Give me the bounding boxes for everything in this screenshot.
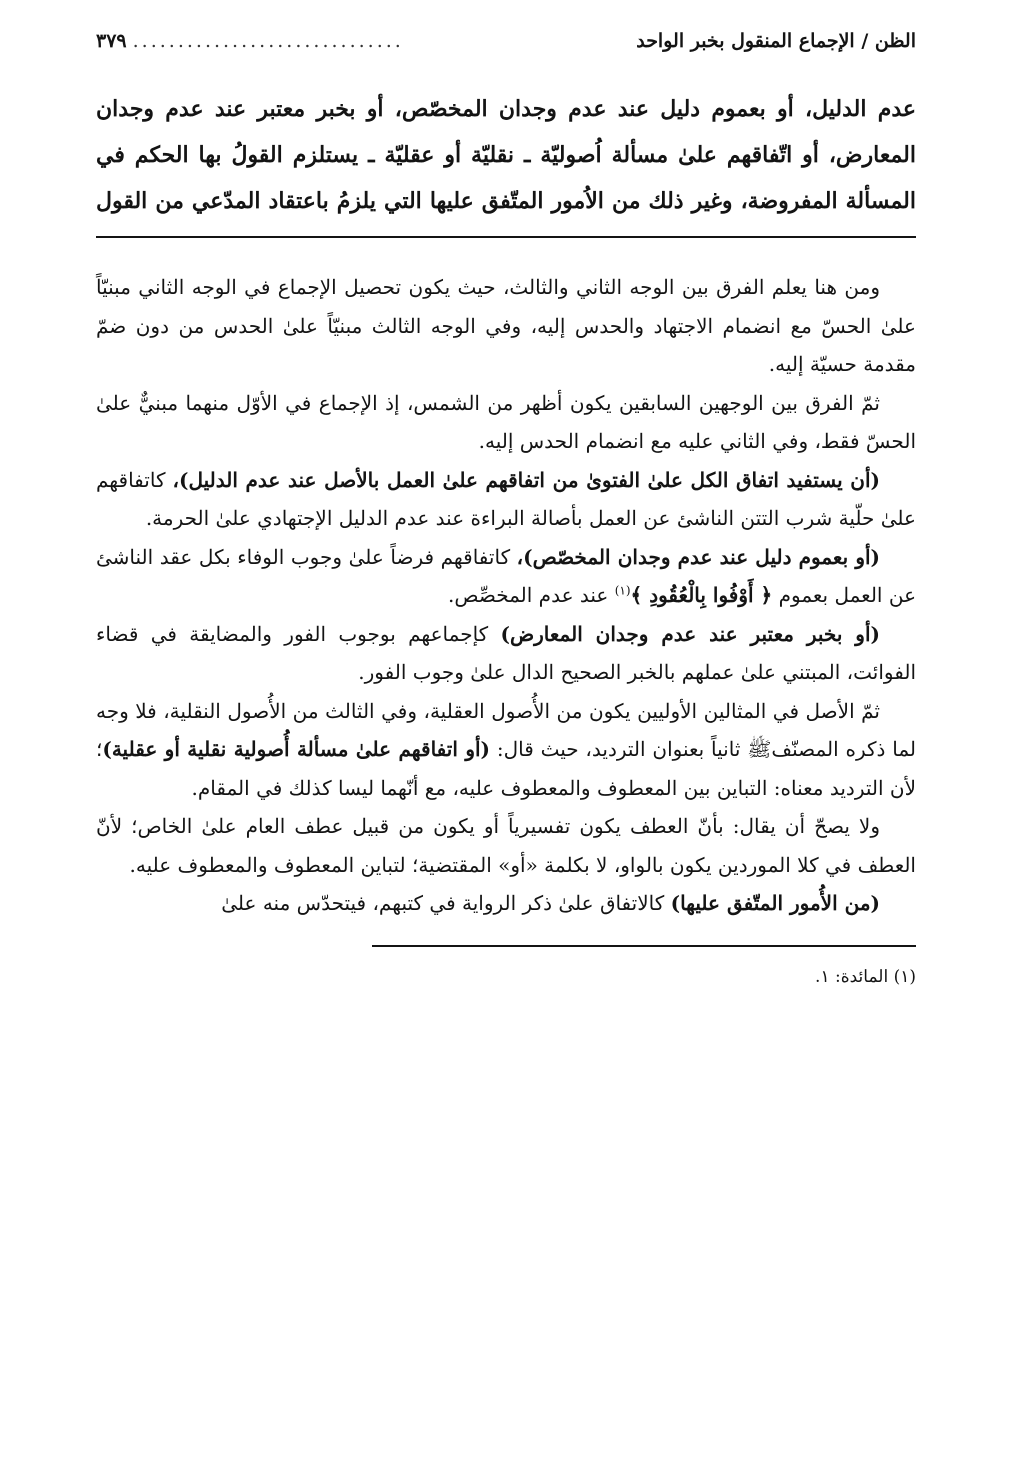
commentary-paragraph-5 [96,615,916,692]
header-title: الظن / الإجماع المنقول بخبر الواحد [636,30,916,52]
commentary-paragraph-7: ولا يصحّ أن يقال: بأنّ العطف يكون تفسيرياً أو يكون من قبيل عطف العام علىٰ الخاص؛ لأنّ العطف في كلا الموردين يكون بالواو، لا بكلمة «أو» المقتضية؛ لتباين المعطوف والمعطوف عليه. [96,814,916,877]
document-page [96,30,916,989]
running-header [96,30,916,74]
footnote-reference: (١) [614,583,631,598]
commentary-text: ثمّ الأصل في المثالين الأوليين يكون من الأُصول العقلية، وفي الثالث من الأُصول النقلية، فلا وجه لما ذكره المصنّف [96,698,917,761]
commentary-text: كإجماعهم بوجوب الفور والمضايقة في قضاء الفوائت، المبتني علىٰ عملهم بالخبر الصحيح الدال علىٰ وجوب الفور. [96,621,916,684]
commentary-paragraph-1: ومن هنا يعلم الفرق بين الوجه الثاني والثالث، حيث يكون تحصيل الإجماع في الوجه الثاني مبنيّاً علىٰ الحسّ مع انضمام الاجتهاد والحدس إليه، وفي الوجه الثالث مبنيّاً علىٰ الحدس من دون ضمّ مقدمة حسيّة إليه. [96,275,916,376]
footnote-divider [372,945,916,947]
honorific-glyph: ﷺ [747,737,772,761]
main-text-block: عدم الدليل، أو بعموم دليل عند عدم وجدان المخصّص، أو بخبر معتبر عند عدم وجدان المعارض، أو اتّفاقهم علىٰ مسألة اُصوليّة ـ نقليّة أو عقليّة ـ يستلزم القولُ بها الحكم في المسألة المفروضة، وغير ذلك من الاُمور المتّفق عليها التي يلزمُ باعتقاد المدّعي من القول [96,86,916,238]
commentary-block [96,268,916,923]
commentary-text: كاتفاقهم علىٰ حلّية شرب التتن الناشئ عن العمل بأصالة البراءة عند عدم الدليل الإجتهادي علىٰ الحرمة. [96,467,916,530]
quoted-matn-phrase: (أو بعموم دليل عند عدم وجدان المخصّص)، [516,544,880,569]
commentary-text: كالاتفاق علىٰ ذكر الرواية في كتبهم، فيتحدّس منه علىٰ [221,891,665,915]
quoted-matn-phrase: (أو اتفاقهم علىٰ مسألة أُصولية نقلية أو عقلية) [102,737,490,761]
commentary-paragraph-2: ثمّ الفرق بين الوجهين السابقين يكون أظهر من الشمس، إذ الإجماع في الأوّل منهما مبنيٌّ علىٰ الحسّ فقط، وفي الثاني عليه مع انضمام الحدس إليه. [96,390,916,453]
page-number: ٣٧٩ [96,30,127,52]
footnote: (١) المائدة: ١. [815,966,916,987]
commentary-paragraph-6 [96,692,916,808]
commentary-text: عند عدم المخصِّص. [448,583,609,607]
header-leader-dots: .............................. [132,30,404,52]
commentary-paragraph-3 [96,461,916,538]
quoted-matn-phrase: (من الأُمور المتّفق عليها) [670,891,880,915]
quoted-matn-phrase: (أن يستفيد اتفاق الكل علىٰ الفتوىٰ من اتفاقهم علىٰ العمل بالأصل عند عدم الدليل)، [172,467,881,492]
commentary-text: ؛ لأن الترديد معناه: التباين بين المعطوف والمعطوف عليه، مع أنّهما ليسا كذلك في المقام. [96,737,916,800]
commentary-paragraph-8 [96,884,916,923]
commentary-text: كاتفاقهم فرضاً علىٰ وجوب الوفاء بكل عقد الناشئ عن العمل بعموم [96,544,916,607]
commentary-paragraph-4 [96,538,916,615]
commentary-text: ثانياً بعنوان الترديد، حيث قال: [496,737,741,761]
quran-verse: ﴿ أَوْفُوا بِالْعُقُودِ ﴾ [630,583,773,607]
quoted-matn-phrase: (أو بخبر معتبر عند عدم وجدان المعارض) [500,621,880,646]
